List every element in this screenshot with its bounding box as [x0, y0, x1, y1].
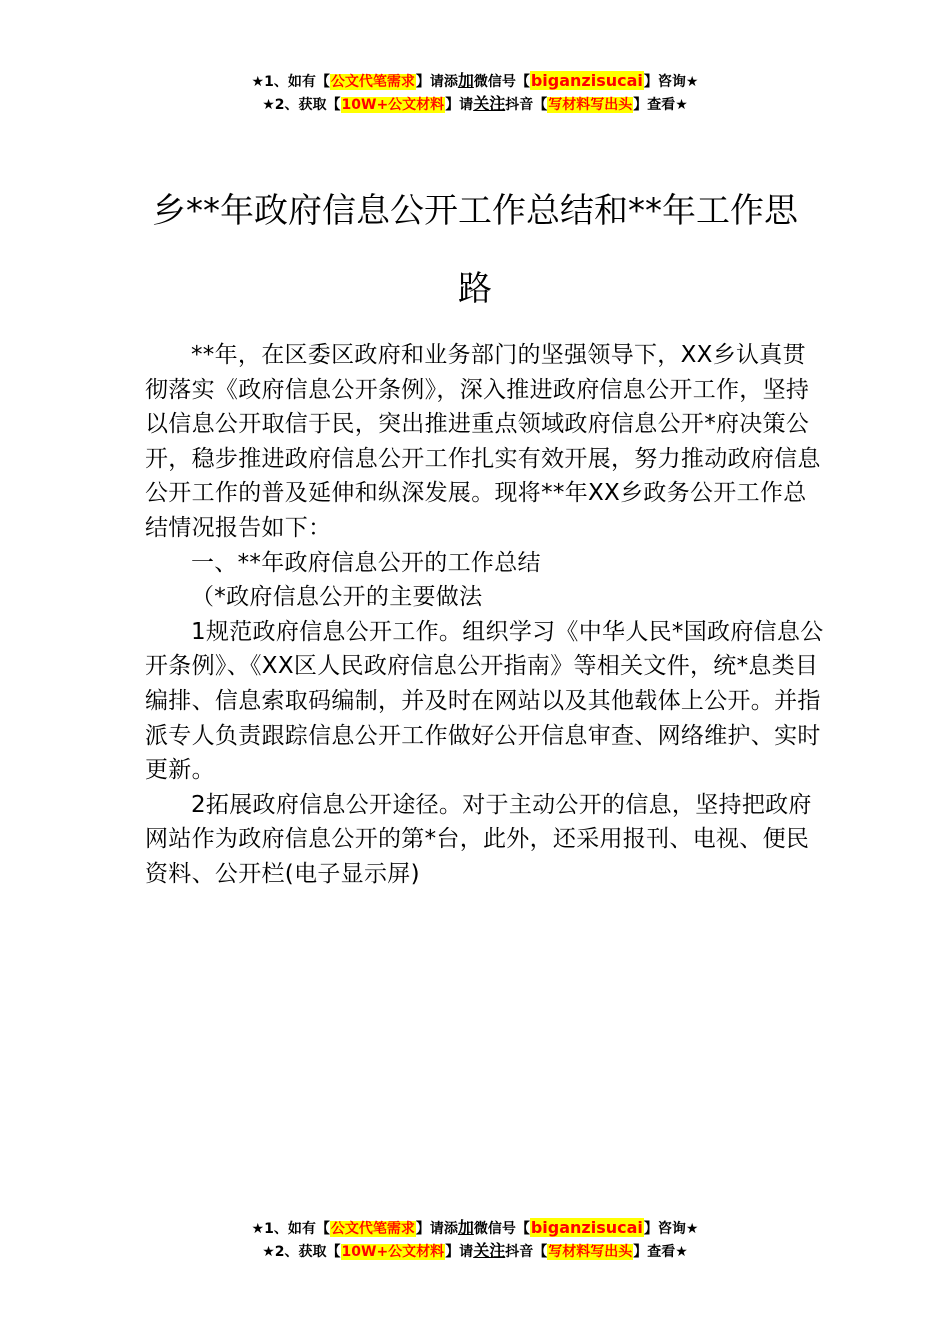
banner-emphasis: 加 [457, 71, 474, 90]
document-title: 乡**年政府信息公开工作总结和**年工作思路 [152, 191, 798, 309]
paragraph: 2拓展政府信息公开途径。对于主动公开的信息，坚持把政府网站作为政府信息公开的第*台，此外，还采用报刊、电视、便民资料、公开栏(电子显示屏) [145, 791, 812, 887]
banner-line-2 [0, 1239, 950, 1262]
banner-highlight: 10W+公文材料 [341, 97, 445, 113]
banner-text: 】查看★ [633, 97, 688, 113]
banner-text: 】请添 [415, 1221, 458, 1237]
banner-highlight: 10W+公文材料 [341, 1244, 445, 1260]
banner-line-1 [0, 69, 950, 92]
document-body [145, 338, 825, 892]
section-heading: 一、**年政府信息公开的工作总结 [191, 549, 541, 576]
banner-highlight: 公文代笔需求 [330, 74, 415, 90]
paragraph: 1规范政府信息公开工作。组织学习《中华人民*国政府信息公开条例》、《XX区人民政府信息公开指南》等相关文件，统*息类目编排、信息索取码编制，并及时在网站以及其他载体上公开。并指派专人负责跟踪信息公开工作做好公开信息审查、网络维护、实时更新。 [145, 618, 824, 784]
banner-text: 抖音【 [505, 97, 548, 113]
banner-text: 】咨询★ [643, 74, 699, 90]
banner-text: ★2、获取【 [262, 1244, 341, 1260]
subsection-heading: （*政府信息公开的主要做法 [191, 584, 483, 611]
banner-text: ★1、如有【 [251, 74, 330, 90]
banner-highlight: 公文代笔需求 [330, 1221, 415, 1237]
banner-highlight: 写材料写出头 [548, 97, 633, 113]
header-banner [0, 69, 950, 115]
banner-line-1 [0, 1216, 950, 1239]
banner-text: 微信号【 [473, 1221, 530, 1237]
banner-highlight: 写材料写出头 [548, 1244, 633, 1260]
banner-emphasis: 关注 [473, 1241, 506, 1260]
banner-text: 】请 [445, 97, 474, 113]
banner-emphasis: 加 [457, 1218, 474, 1237]
banner-wechat-id: biganzisucai [530, 71, 643, 90]
banner-line-2 [0, 92, 950, 115]
footer-banner [0, 1216, 950, 1262]
banner-text: 】请 [445, 1244, 474, 1260]
banner-text: ★1、如有【 [251, 1221, 330, 1237]
banner-text: 】咨询★ [643, 1221, 699, 1237]
banner-text: 】查看★ [633, 1244, 688, 1260]
banner-wechat-id: biganzisucai [530, 1218, 643, 1237]
banner-text: ★2、获取【 [262, 97, 341, 113]
banner-text: 抖音【 [505, 1244, 548, 1260]
banner-text: 】请添 [415, 74, 458, 90]
banner-text: 微信号【 [473, 74, 530, 90]
banner-emphasis: 关注 [473, 94, 506, 113]
paragraph: **年，在区委区政府和业务部门的坚强领导下，XX乡认真贯彻落实《政府信息公开条例》，深入推进政府信息公开工作，坚持以信息公开取信于民，突出推进重点领域政府信息公开*府决策公开，稳步推进政府信息公开工作扎实有效开展，努力推动政府信息公开工作的普及延伸和纵深发展。现将**年XX乡政务公开工作总结情况报告如下： [145, 342, 821, 541]
